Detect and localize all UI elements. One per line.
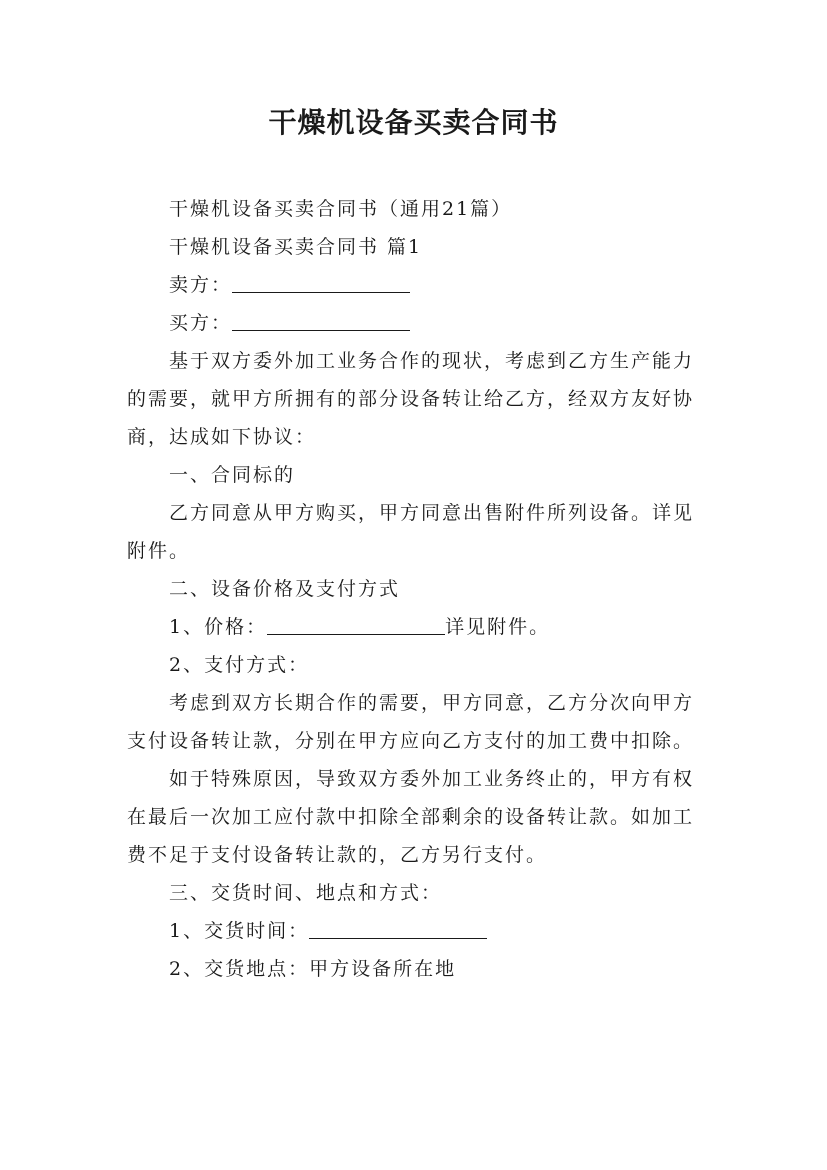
price-line bbox=[127, 608, 703, 646]
paragraph-text: 2、支付方式： bbox=[169, 654, 310, 676]
seller-blank bbox=[232, 274, 410, 293]
paragraph-text: 考虑到双方长期合作的需要，甲方同意，乙方分次向甲方支付设备转让款，分别在甲方应向乙方支付的加工费中扣除。 bbox=[127, 692, 695, 752]
seller-label: 卖方： bbox=[169, 274, 233, 296]
document-title: 干燥机设备买卖合同书 bbox=[268, 106, 559, 139]
paragraph-text: 干燥机设备买卖合同书 篇1 bbox=[169, 236, 423, 258]
paragraph-collection-title bbox=[127, 190, 703, 228]
document-body bbox=[127, 190, 703, 988]
paragraph-text: 乙方同意从甲方购买，甲方同意出售附件所列设备。详见附件。 bbox=[127, 502, 695, 562]
heading-contract-subject bbox=[127, 456, 703, 494]
paragraph-payment-method bbox=[127, 684, 703, 760]
heading-payment-method bbox=[127, 646, 703, 684]
paragraph-text: 三、交货时间、地点和方式： bbox=[169, 882, 443, 904]
paragraph-text: 2、交货地点：甲方设备所在地 bbox=[169, 958, 457, 980]
seller-line bbox=[127, 266, 703, 304]
paragraph-text: 一、合同标的 bbox=[169, 464, 296, 486]
paragraph-text: 二、设备价格及支付方式 bbox=[169, 578, 401, 600]
paragraph-special-reasons bbox=[127, 760, 703, 874]
delivery-time-label: 1、交货时间： bbox=[169, 920, 310, 942]
price-after: 详见附件。 bbox=[445, 616, 551, 638]
buyer-line bbox=[127, 304, 703, 342]
heading-delivery bbox=[127, 874, 703, 912]
buyer-label: 买方： bbox=[169, 312, 233, 334]
heading-price-payment bbox=[127, 570, 703, 608]
paragraph-section-heading bbox=[127, 228, 703, 266]
paragraph-text: 如于特殊原因，导致双方委外加工业务终止的，甲方有权在最后一次加工应付款中扣除全部剩余的设备转让款。如加工费不足于支付设备转让款的，乙方另行支付。 bbox=[127, 768, 695, 866]
price-label: 1、价格： bbox=[169, 616, 268, 638]
buyer-blank bbox=[232, 312, 410, 331]
paragraph-preamble bbox=[127, 342, 703, 456]
delivery-time-blank bbox=[309, 920, 487, 939]
paragraph-contract-subject bbox=[127, 494, 703, 570]
paragraph-text: 干燥机设备买卖合同书（通用21篇） bbox=[169, 198, 513, 220]
paragraph-text: 基于双方委外加工业务合作的现状，考虑到乙方生产能力的需要，就甲方所拥有的部分设备转让给乙方，经双方友好协商，达成如下协议： bbox=[127, 350, 695, 448]
price-blank bbox=[267, 616, 445, 635]
delivery-place-line bbox=[127, 950, 703, 988]
delivery-time-line bbox=[127, 912, 703, 950]
